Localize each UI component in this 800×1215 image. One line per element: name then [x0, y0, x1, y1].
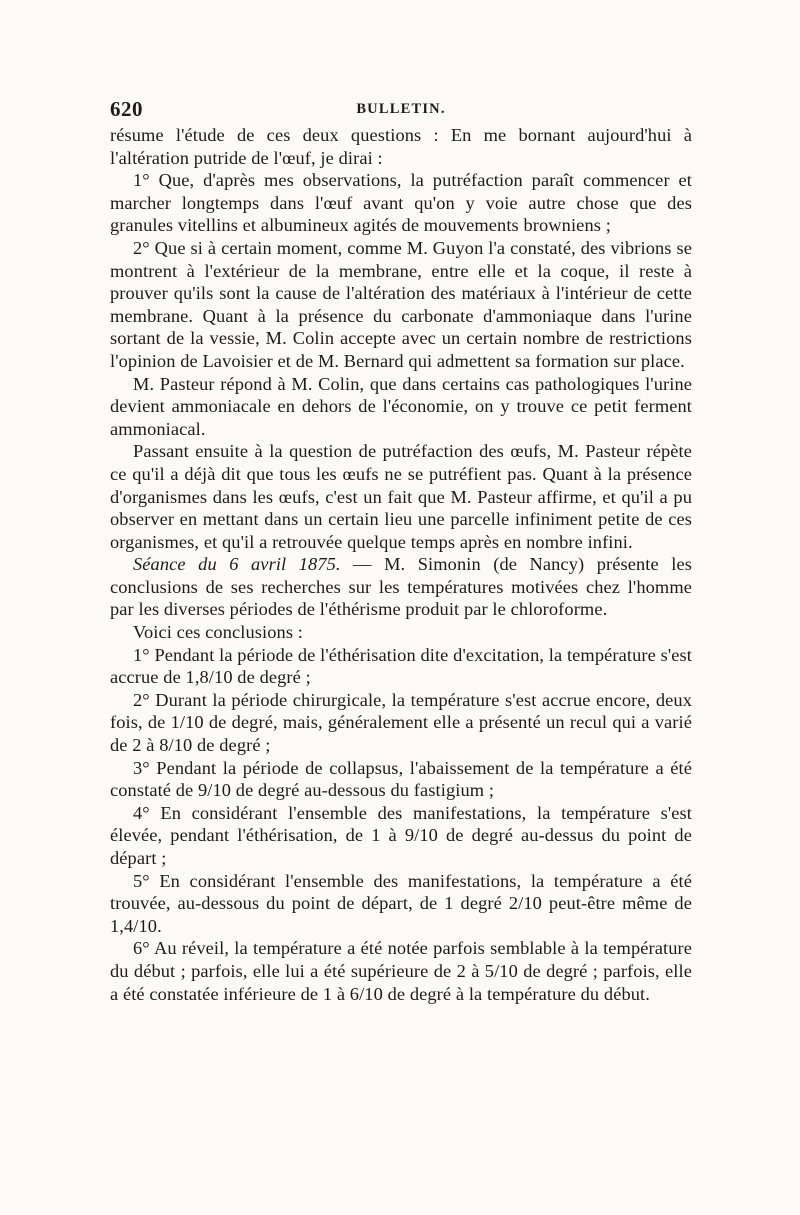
- conclusion-6: 6° Au réveil, la température a été notée parfois semblable à la température du début ; parfois, elle lui a été supérieure de 2 à 5/10 de degré ; parfois, elle a été constatée inférieure de 1 à 6/10 de degré à la température du début.: [110, 938, 692, 1004]
- page-number: 620: [110, 97, 143, 121]
- conclusion-5: 5° En considérant l'ensemble des manifestations, la température a été trouvée, au-dessous du point de départ, de 1 degré 2/10 peut-être même de 1,4/10.: [110, 870, 692, 936]
- conclusion-3: 3° Pendant la période de collapsus, l'abaissement de la température a été constaté de 9/10 de degré au-dessous du fastigium ;: [110, 757, 692, 801]
- paragraph-point-1: 1° Que, d'après mes observations, la putréfaction paraît commencer et marcher longtemps dans l'œuf avant qu'on y voie autre chose que des granules vitellins et albumineux agités de mouvements browniens ;: [110, 170, 692, 236]
- paragraph-point-2: 2° Que si à certain moment, comme M. Guyon l'a constaté, des vibrions se montrent à l'extérieur de la membrane, entre elle et la coque, il reste à prouver qu'ils sont la cause de l'altération des matériaux à l'intérieur de cette membrane. Quant à la présence du carbonate d'ammoniaque dans l'urine sortant de la vessie, M. Colin accepte avec un certain nombre de restrictions l'opinion de Lavoisier et de M. Bernard qui admettent sa formation sur place.: [110, 237, 692, 371]
- conclusion-1: 1° Pendant la période de l'éthérisation dite d'excitation, la température s'est accrue de 1,8/10 de degré ;: [110, 644, 692, 688]
- running-head: [110, 94, 692, 124]
- seance-text: — M. Simonin (de Nancy) présente les conclusions de ses recherches sur les températures motivées chez l'homme par les diverses périodes de l'éthérisme produit par le chloroforme.: [110, 554, 692, 620]
- seance-date: 6 avril 1875.: [229, 554, 341, 575]
- document-page: [110, 94, 692, 1005]
- paragraph-pasteur-reply: M. Pasteur répond à M. Colin, que dans certains cas pathologiques l'urine devient ammoniacale en dehors de l'économie, on y trouve ce petit ferment ammoniacal.: [110, 373, 692, 439]
- paragraph-seance: [110, 553, 692, 621]
- running-title: BULLETIN.: [356, 101, 446, 117]
- conclusion-4: 4° En considérant l'ensemble des manifestations, la température s'est élevée, pendant l'éthérisation, de 1 à 9/10 de degré au-dessus du point de départ ;: [110, 802, 692, 868]
- seance-label: Séance du: [133, 554, 217, 575]
- body-text: [110, 124, 692, 1005]
- conclusion-2: 2° Durant la période chirurgicale, la température s'est accrue encore, deux fois, de 1/10 de degré, mais, généralement elle a présenté un recul qui a varié de 2 à 8/10 de degré ;: [110, 689, 692, 756]
- conclusions-intro: Voici ces conclusions :: [133, 622, 304, 643]
- paragraph-pasteur-eggs: Passant ensuite à la question de putréfaction des œufs, M. Pasteur répète ce qu'il a déjà dit que tous les œufs ne se putréfient pas. Quant à la présence d'organismes dans les œufs, c'est un fait que M. Pasteur affirme, et qu'il a pu observer en mettant dans un certain lieu une parcelle infiniment petite de ces organismes, et qu'il a retrouvée quelque temps après en nombre infini.: [110, 441, 692, 552]
- paragraph-intro: résume l'étude de ces deux questions : En me bornant aujourd'hui à l'altération putride de l'œuf, je dirai :: [110, 125, 692, 168]
